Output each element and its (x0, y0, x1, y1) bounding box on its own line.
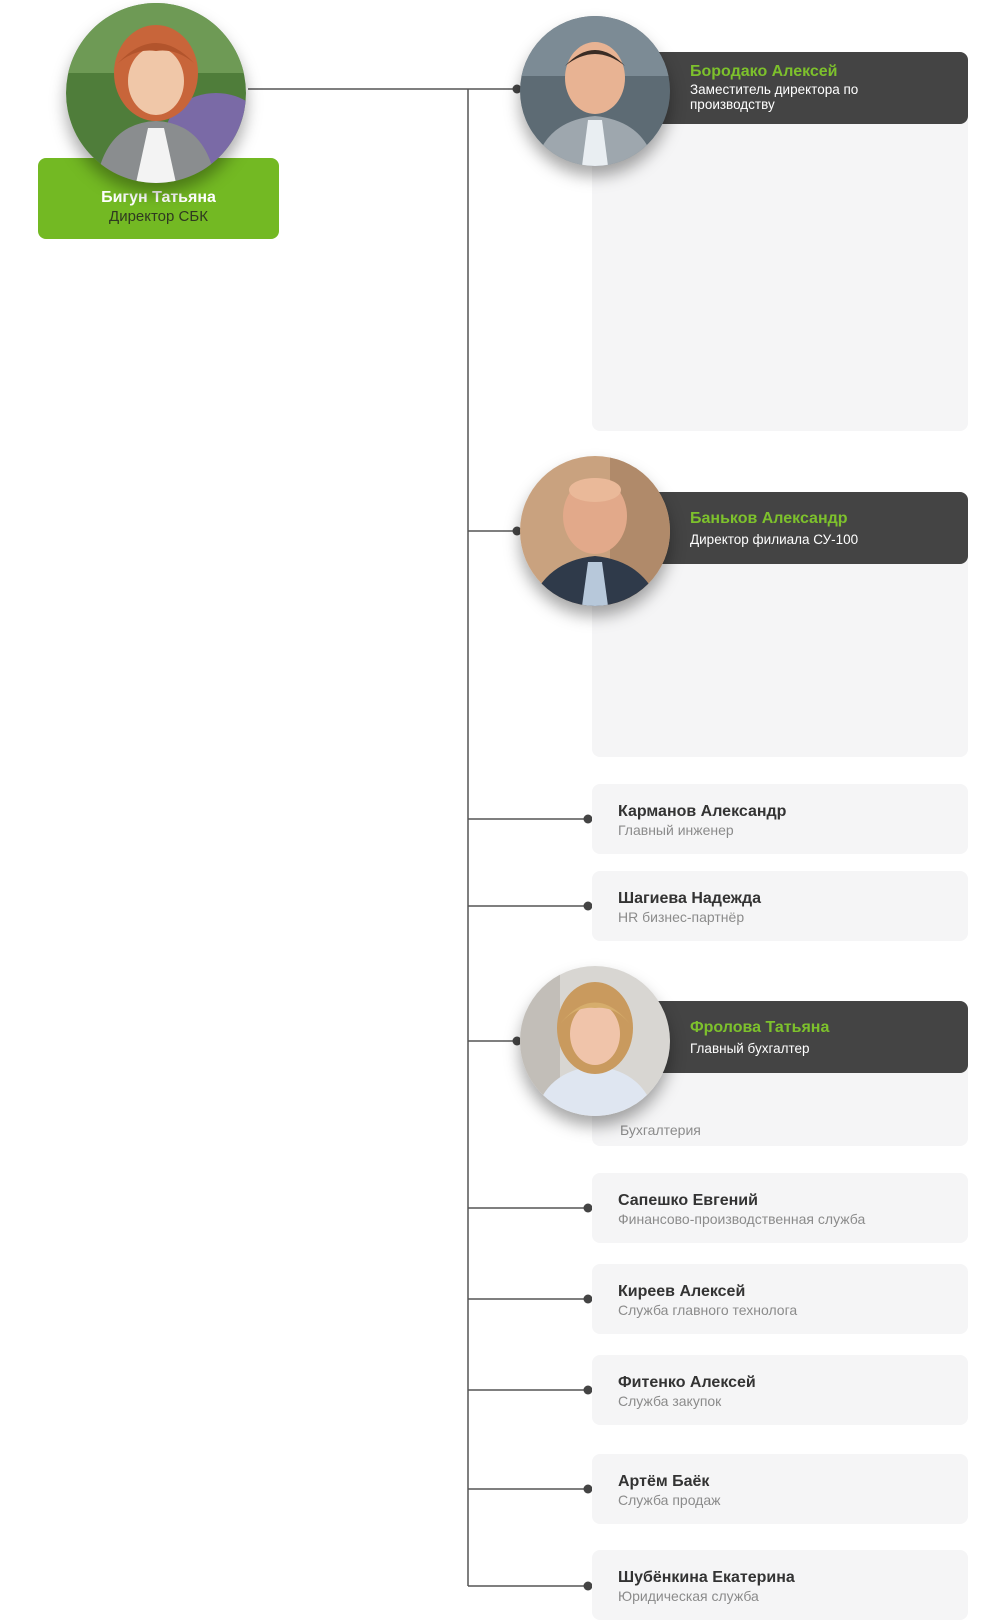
group-head-position: Директор филиала СУ-100 (690, 532, 859, 547)
person-position: Служба закупок (618, 1393, 722, 1409)
group-avatar-3 (520, 966, 670, 1116)
group-head-name: Бородако Алексей (690, 63, 838, 80)
person-name: Карманов Александр (618, 803, 787, 820)
person-card (592, 1454, 968, 1524)
connector-branches (468, 89, 588, 1586)
person-card (592, 784, 968, 854)
group-head-name: Баньков Александр (690, 510, 848, 527)
connector-dots (513, 85, 593, 1591)
group-header-3 (657, 1001, 968, 1073)
group-head-position: Заместитель директора по производству (690, 82, 859, 112)
person-position: Юридическая служба (618, 1588, 759, 1604)
person-position: Финансово-производственная служба (618, 1211, 866, 1227)
accountant-dept: Бухгалтерия (620, 1122, 701, 1138)
person-name: Фитенко Алексей (618, 1374, 756, 1391)
group-header-1 (657, 52, 968, 124)
person-card (592, 1355, 968, 1425)
director-name: Бигун Татьяна (101, 189, 216, 206)
group-head-position: Главный бухгалтер (690, 1041, 810, 1056)
person-card (592, 1550, 968, 1620)
man-avatar (520, 16, 670, 166)
person-card (592, 1264, 968, 1334)
group-avatar-1 (520, 16, 670, 166)
person-name: Киреев Алексей (618, 1283, 746, 1300)
person-name: Артём Баёк (618, 1473, 710, 1490)
person-position: Служба продаж (618, 1492, 721, 1508)
woman-redhead-avatar (66, 3, 246, 183)
bald-man-avatar (520, 456, 670, 606)
group-header-2 (657, 492, 968, 564)
person-name: Шагиева Надежда (618, 890, 762, 907)
group-head-name: Фролова Татьяна (690, 1019, 830, 1036)
blonde-woman-avatar (520, 966, 670, 1116)
person-position: HR бизнес-партнёр (618, 909, 745, 925)
director-position: Директор СБК (109, 208, 208, 225)
person-name: Сапешко Евгений (618, 1192, 758, 1209)
group-avatar-2 (520, 456, 670, 606)
person-position: Главный инженер (618, 822, 734, 838)
person-card (592, 1173, 968, 1243)
person-card (592, 871, 968, 941)
person-position: Служба главного технолога (618, 1302, 798, 1318)
director-avatar (66, 3, 246, 183)
person-name: Шубёнкина Екатерина (618, 1569, 795, 1586)
